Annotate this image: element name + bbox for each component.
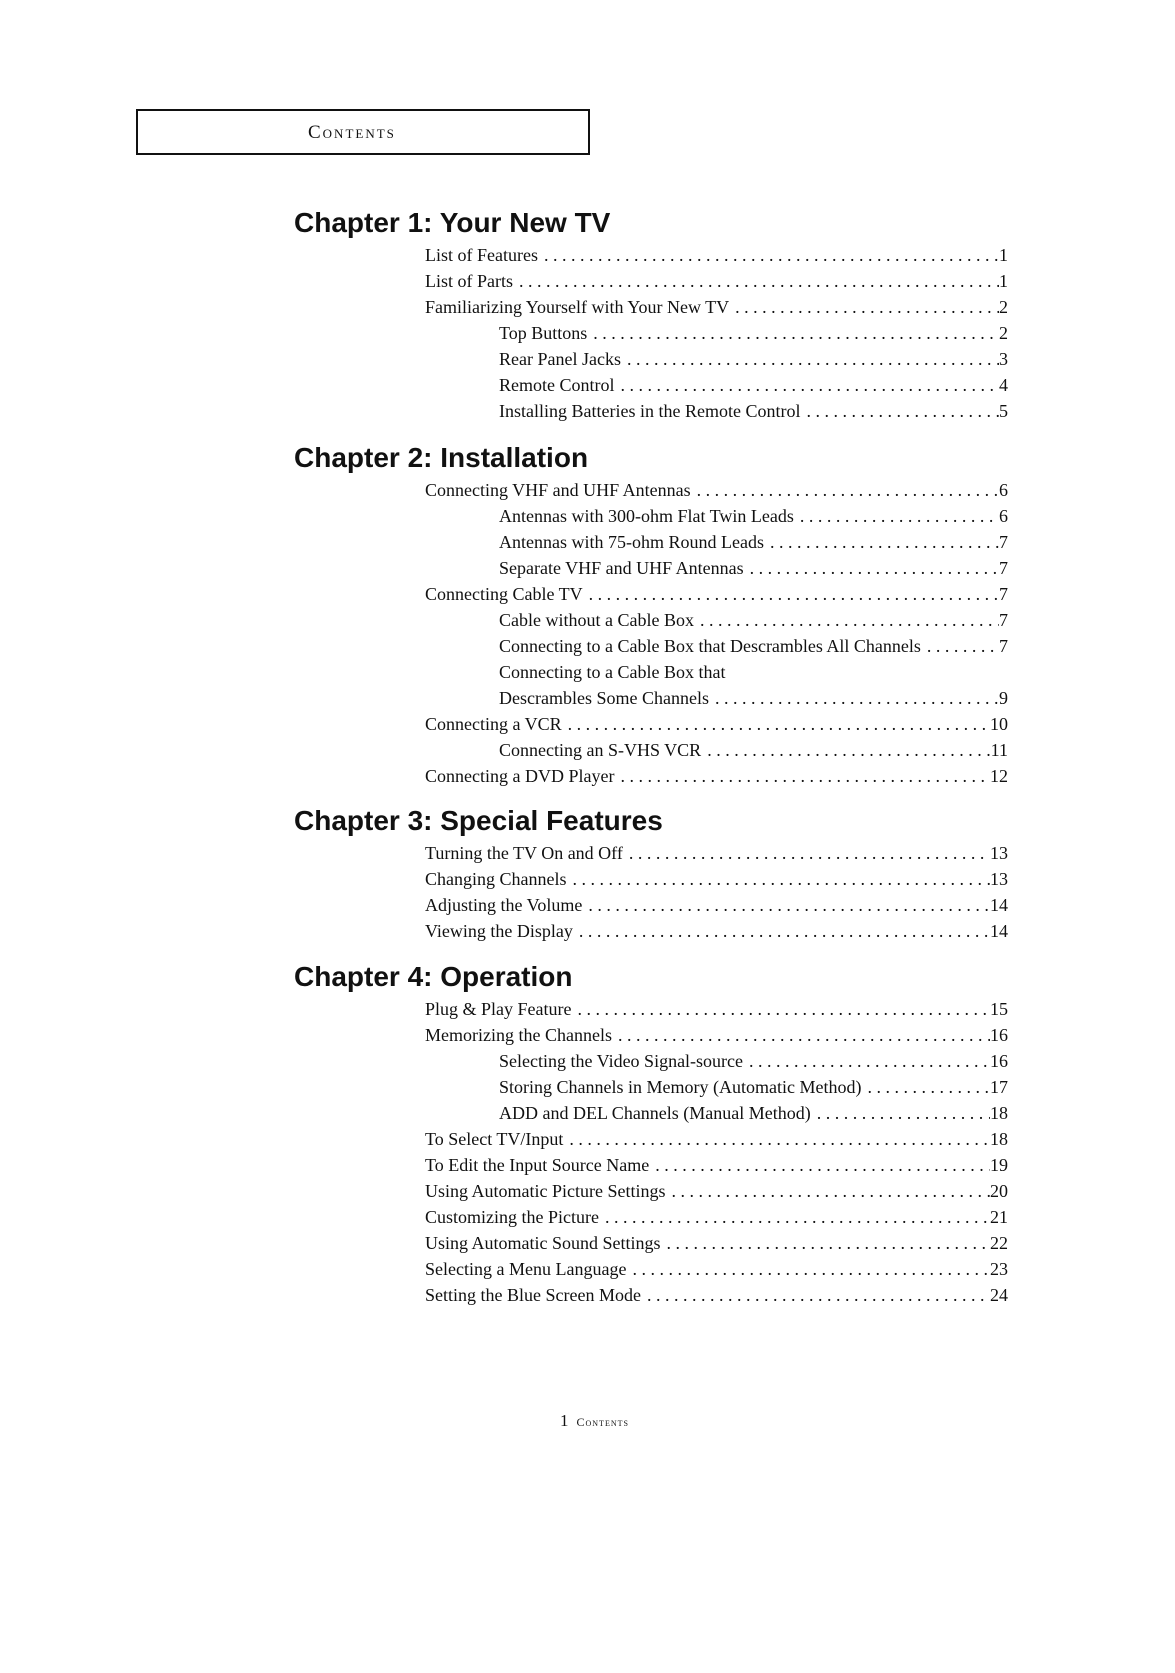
toc-dot-leader bbox=[764, 529, 999, 555]
toc-page-number: 15 bbox=[990, 999, 1008, 1019]
toc-entry[interactable] bbox=[425, 1126, 1008, 1152]
chapter-heading: Chapter 3: Special Features bbox=[294, 805, 663, 836]
toc-page-number: 21 bbox=[990, 1207, 1008, 1227]
toc-dot-leader bbox=[621, 346, 999, 372]
toc-entry-label: Antennas with 75-ohm Round Leads bbox=[499, 532, 764, 552]
toc-entry[interactable] bbox=[499, 1074, 1008, 1100]
toc-page-number: 16 bbox=[990, 1051, 1008, 1071]
toc-entry-label: Installing Batteries in the Remote Control bbox=[499, 401, 801, 421]
toc-entry-label: Descrambles Some Channels bbox=[499, 688, 709, 708]
toc-entry[interactable] bbox=[425, 918, 1008, 944]
toc-dot-leader bbox=[649, 1152, 990, 1178]
toc-page-number: 18 bbox=[990, 1103, 1008, 1123]
toc-page-number: 6 bbox=[999, 480, 1008, 500]
toc-entry-label: Connecting a DVD Player bbox=[425, 766, 615, 786]
toc-entry-label: List of Parts bbox=[425, 271, 513, 291]
toc-entry-label: Cable without a Cable Box bbox=[499, 610, 694, 630]
toc-entry-label: Connecting Cable TV bbox=[425, 584, 583, 604]
toc-entry-label: ADD and DEL Channels (Manual Method) bbox=[499, 1103, 811, 1123]
toc-entry[interactable] bbox=[499, 346, 1008, 372]
toc-page-number: 9 bbox=[999, 688, 1008, 708]
toc-entry[interactable] bbox=[499, 1100, 1008, 1126]
toc-page-number: 14 bbox=[990, 895, 1008, 915]
toc-dot-leader bbox=[794, 503, 999, 529]
toc-entry[interactable] bbox=[499, 1048, 1008, 1074]
toc-page-number: 2 bbox=[999, 323, 1008, 343]
toc-page-number: 18 bbox=[990, 1129, 1008, 1149]
toc-page-number: 20 bbox=[990, 1181, 1008, 1201]
page-footer bbox=[560, 1411, 629, 1431]
toc-dot-leader bbox=[691, 477, 999, 503]
toc-dot-leader bbox=[641, 1282, 990, 1308]
toc-page-number: 1 bbox=[999, 245, 1008, 265]
toc-entry[interactable] bbox=[499, 685, 1008, 711]
toc-page-number: 2 bbox=[999, 297, 1008, 317]
chapter-heading: Chapter 4: Operation bbox=[294, 961, 573, 992]
toc-entry[interactable] bbox=[425, 866, 1008, 892]
toc-page-number: 7 bbox=[999, 532, 1008, 552]
footer-section-name: Contents bbox=[576, 1415, 629, 1429]
toc-dot-leader bbox=[743, 1048, 990, 1074]
toc-dot-leader bbox=[729, 294, 999, 320]
toc-dot-leader bbox=[811, 1100, 990, 1126]
toc-entry[interactable] bbox=[425, 268, 1008, 294]
toc-entry-label: Setting the Blue Screen Mode bbox=[425, 1285, 641, 1305]
toc-page-number: 24 bbox=[990, 1285, 1008, 1305]
toc-dot-leader bbox=[800, 398, 999, 424]
contents-header-box bbox=[136, 109, 590, 155]
toc-dot-leader bbox=[694, 607, 999, 633]
toc-page-number: 23 bbox=[990, 1259, 1008, 1279]
page-title: Contents bbox=[308, 122, 396, 143]
toc-dot-leader bbox=[513, 268, 999, 294]
toc-entry-label: Separate VHF and UHF Antennas bbox=[499, 558, 744, 578]
toc-entry[interactable] bbox=[499, 529, 1008, 555]
toc-entry-label: Customizing the Picture bbox=[425, 1207, 599, 1227]
toc-entry-label: Selecting the Video Signal-source bbox=[499, 1051, 744, 1071]
chapter-heading: Chapter 2: Installation bbox=[294, 442, 589, 473]
toc-dot-leader bbox=[623, 840, 990, 866]
toc-entry[interactable] bbox=[499, 555, 1008, 581]
toc-entry[interactable] bbox=[425, 1178, 1008, 1204]
toc-entry[interactable] bbox=[425, 840, 1008, 866]
toc-entry-label: Familiarizing Yourself with Your New TV bbox=[425, 297, 730, 317]
toc-entry-label: To Edit the Input Source Name bbox=[425, 1155, 650, 1175]
toc-dot-leader bbox=[612, 1022, 990, 1048]
toc-entry[interactable] bbox=[499, 398, 1008, 424]
toc-dot-leader bbox=[744, 555, 999, 581]
toc-dot-leader bbox=[538, 242, 999, 268]
toc-entry-label: Adjusting the Volume bbox=[425, 895, 583, 915]
toc-dot-leader bbox=[573, 918, 990, 944]
toc-page-number: 17 bbox=[990, 1077, 1008, 1097]
toc-page-number: 4 bbox=[999, 375, 1008, 395]
toc-entry-label: Connecting to a Cable Box that bbox=[499, 662, 726, 682]
toc-page-number: 13 bbox=[990, 869, 1008, 889]
toc-page-number: 6 bbox=[999, 506, 1008, 526]
toc-dot-leader bbox=[572, 996, 991, 1022]
toc-entry[interactable] bbox=[425, 294, 1008, 320]
toc-entry-label: Viewing the Display bbox=[425, 921, 573, 941]
toc-entry[interactable] bbox=[499, 372, 1008, 398]
toc-page-number: 19 bbox=[990, 1155, 1008, 1175]
toc-page-number: 11 bbox=[990, 740, 1008, 760]
toc-entry[interactable] bbox=[425, 477, 1008, 503]
toc-dot-leader bbox=[861, 1074, 990, 1100]
toc-entry-label: Using Automatic Picture Settings bbox=[425, 1181, 666, 1201]
toc-entry[interactable] bbox=[425, 711, 1008, 737]
toc-entry[interactable] bbox=[425, 1152, 1008, 1178]
toc-dot-leader bbox=[599, 1204, 990, 1230]
chapter-heading: Chapter 1: Your New TV bbox=[294, 207, 611, 238]
toc-entry[interactable] bbox=[425, 242, 1008, 268]
toc-dot-leader bbox=[921, 633, 999, 659]
toc-entry-label: Changing Channels bbox=[425, 869, 567, 889]
toc-dot-leader bbox=[614, 763, 990, 789]
toc-entry-label: Rear Panel Jacks bbox=[499, 349, 621, 369]
toc-entry[interactable] bbox=[499, 320, 1008, 346]
toc-dot-leader bbox=[583, 581, 999, 607]
toc-dot-leader bbox=[701, 737, 990, 763]
footer-page-number: 1 bbox=[560, 1411, 569, 1430]
toc-dot-leader bbox=[615, 372, 1000, 398]
toc-dot-leader bbox=[582, 892, 990, 918]
toc-entry[interactable] bbox=[425, 1256, 1008, 1282]
toc-entry[interactable] bbox=[499, 659, 1008, 685]
toc-entry[interactable] bbox=[425, 996, 1008, 1022]
toc-entry-label: Memorizing the Channels bbox=[425, 1025, 612, 1045]
toc-entry[interactable] bbox=[425, 763, 1008, 789]
toc-entry-label: Connecting an S-VHS VCR bbox=[499, 740, 702, 760]
toc-page-number: 7 bbox=[999, 610, 1008, 630]
toc-entry[interactable] bbox=[425, 892, 1008, 918]
toc-entry-label: To Select TV/Input bbox=[425, 1129, 564, 1149]
toc-dot-leader bbox=[661, 1230, 990, 1256]
toc-entry-label: Turning the TV On and Off bbox=[425, 843, 623, 863]
toc-entry[interactable] bbox=[499, 503, 1008, 529]
toc-page-number: 16 bbox=[990, 1025, 1008, 1045]
toc-dot-leader bbox=[626, 1256, 990, 1282]
toc-page-number: 7 bbox=[999, 636, 1008, 656]
toc-page-number: 10 bbox=[990, 714, 1008, 734]
toc-entry-label: Plug & Play Feature bbox=[425, 999, 572, 1019]
toc-page-number: 1 bbox=[999, 271, 1008, 291]
toc-entry[interactable] bbox=[425, 1204, 1008, 1230]
toc-page-number: 13 bbox=[990, 843, 1008, 863]
toc-page-number: 7 bbox=[999, 558, 1008, 578]
toc-dot-leader bbox=[709, 685, 999, 711]
toc-page-number: 3 bbox=[999, 349, 1008, 369]
toc-entry[interactable] bbox=[499, 737, 1008, 763]
toc-dot-leader bbox=[567, 866, 991, 892]
toc-entry-label: Storing Channels in Memory (Automatic Method) bbox=[499, 1077, 862, 1097]
toc-dot-leader bbox=[666, 1178, 991, 1204]
toc-entry[interactable] bbox=[425, 1022, 1008, 1048]
toc-dot-leader bbox=[587, 320, 999, 346]
toc-entry-label: Using Automatic Sound Settings bbox=[425, 1233, 661, 1253]
toc-entry[interactable] bbox=[499, 607, 1008, 633]
toc-entry-label: Connecting a VCR bbox=[425, 714, 562, 734]
toc-page-number: 12 bbox=[990, 766, 1008, 786]
toc-entry-label: Connecting VHF and UHF Antennas bbox=[425, 480, 691, 500]
toc-entry-label: Remote Control bbox=[499, 375, 615, 395]
toc-entry-label: Antennas with 300-ohm Flat Twin Leads bbox=[499, 506, 794, 526]
toc-dot-leader bbox=[563, 1126, 990, 1152]
toc-entry[interactable] bbox=[425, 1230, 1008, 1256]
toc-entry[interactable] bbox=[425, 1282, 1008, 1308]
toc-entry-label: Connecting to a Cable Box that Descrambles All Channels bbox=[499, 636, 921, 656]
toc-entry-label: Selecting a Menu Language bbox=[425, 1259, 627, 1279]
toc-dot-leader bbox=[562, 711, 990, 737]
toc-page-number: 22 bbox=[990, 1233, 1008, 1253]
toc-entry[interactable] bbox=[499, 633, 1008, 659]
toc-entry-label: List of Features bbox=[425, 245, 538, 265]
toc-page-number: 5 bbox=[999, 401, 1008, 421]
toc-page-number: 14 bbox=[990, 921, 1008, 941]
toc-entry-label: Top Buttons bbox=[499, 323, 588, 343]
toc-page-number: 7 bbox=[999, 584, 1008, 604]
toc-entry[interactable] bbox=[425, 581, 1008, 607]
